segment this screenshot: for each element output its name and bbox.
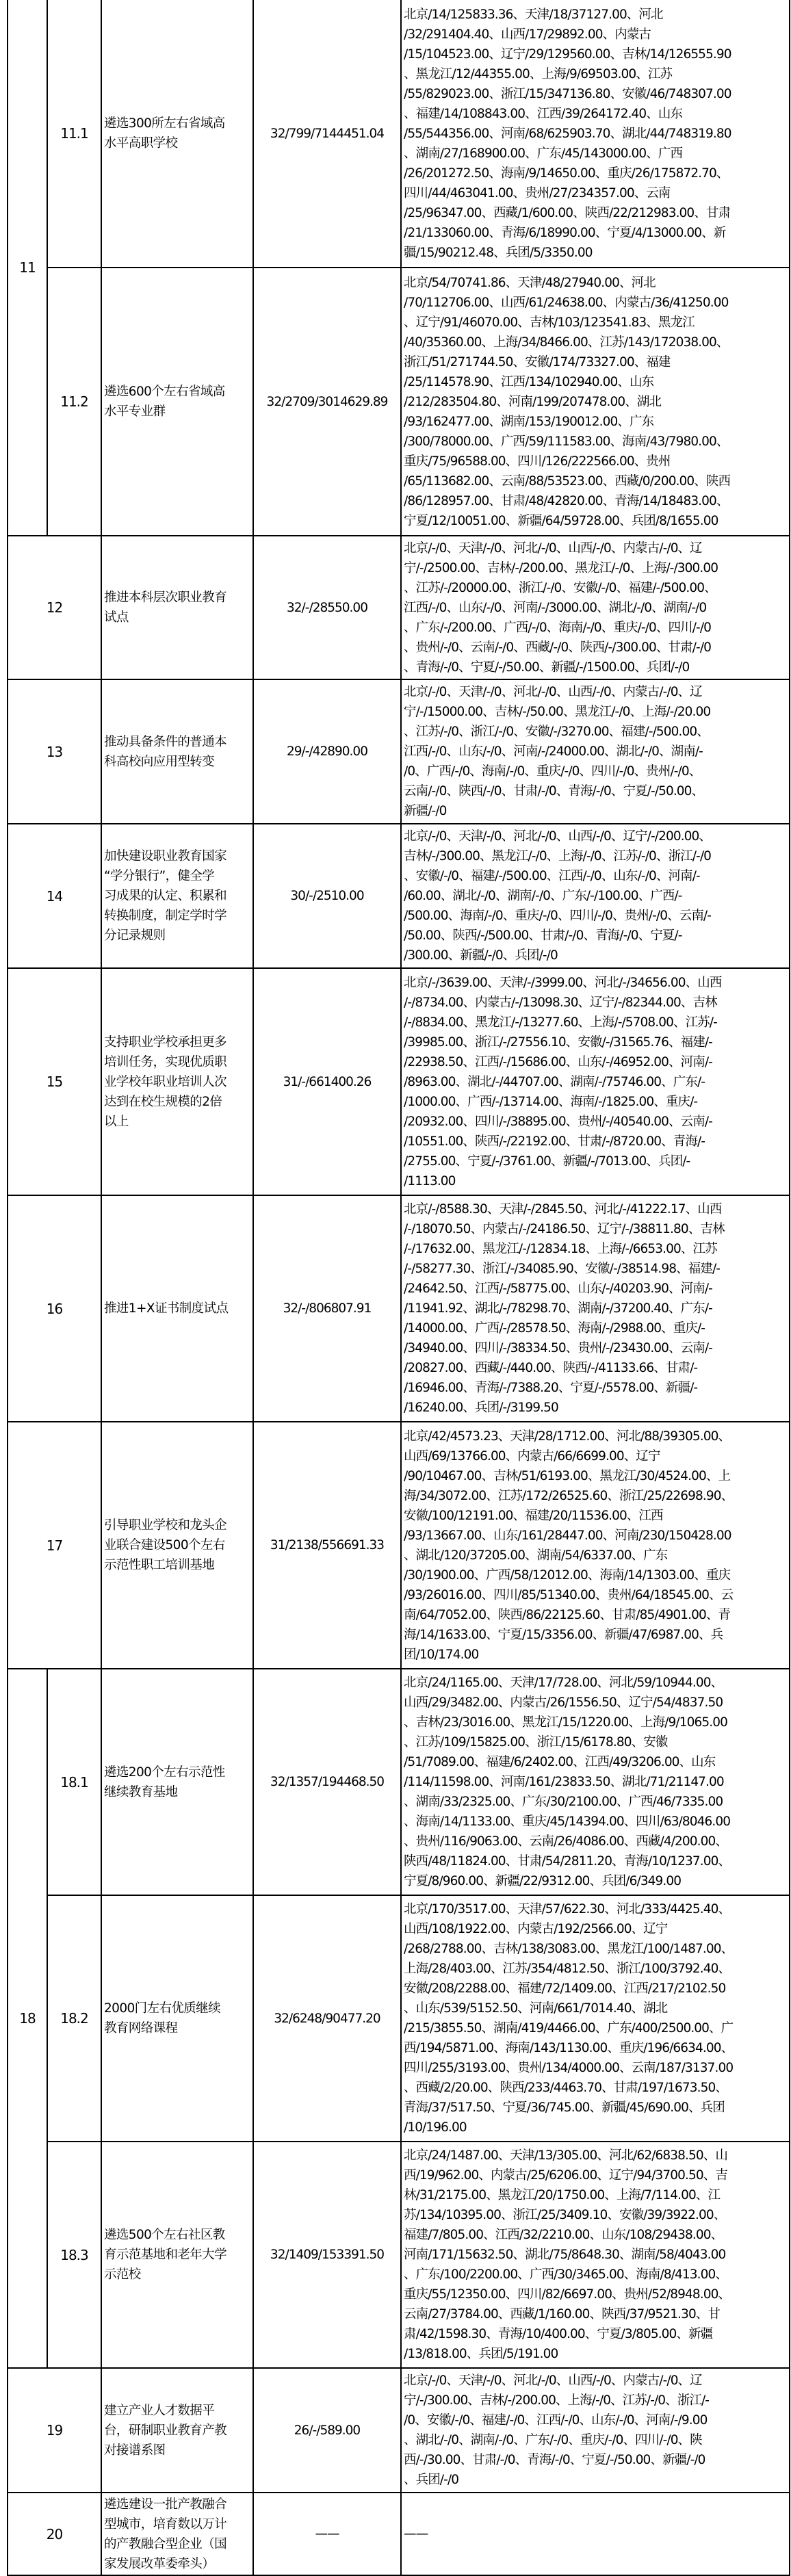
detail-text <box>404 973 721 1191</box>
detail-line: /8963.00、湖北/-/44707.00、湖南/-/75746.00、广东/- <box>404 1074 705 1089</box>
detail-line: /15/104523.00、辽宁/29/129560.00、吉林/14/126555.90 <box>404 47 731 62</box>
task-line: 引导职业学校和龙头企 <box>104 1518 227 1533</box>
detail-line: /-/58277.30、浙江/-/34085.90、安徽/-/38514.98、福建/- <box>404 1262 721 1276</box>
detail-line: /114/11598.00、河南/161/23833.50、湖北/71/21147.00 <box>404 1775 724 1789</box>
detail-line: 北京/42/4573.23、天津/28/1712.00、河北/88/39305.00、 <box>404 1429 731 1444</box>
task-line: 育示范基地和老年大学 <box>104 2248 227 2262</box>
total-value: 32/6248/90477.20 <box>274 2011 380 2026</box>
detail-cell <box>400 679 790 824</box>
detail-text <box>404 1427 733 1665</box>
detail-text <box>404 827 711 965</box>
task-cell <box>101 1195 254 1422</box>
detail-cell <box>400 1668 790 1896</box>
task-line: 型城市，培育数以万计 <box>104 2516 227 2532</box>
detail-cell <box>400 1895 790 2142</box>
detail-line: 宁/-/300.00、吉林/-/200.00、上海/-/0、江苏/-/0、浙江/- <box>404 2393 710 2408</box>
task-text <box>104 2401 226 2460</box>
row-number-cell <box>7 1421 102 1669</box>
detail-line: 、湖南/27/168900.00、广东/45/143000.00、广西 <box>404 146 683 161</box>
detail-line: /10551.00、陕西/-/22192.00、甘肃/-/8720.00、青海/- <box>404 1134 705 1149</box>
detail-cell <box>400 1421 790 1669</box>
detail-text <box>404 1673 730 1891</box>
total-cell <box>252 679 402 824</box>
detail-line: /51/7089.00、福建/6/2402.00、江西/49/3206.00、山东 <box>404 1755 716 1769</box>
detail-line: /50.00、陕西/-/500.00、甘肃/-/0、青海/-/0、宁夏/- <box>404 928 682 943</box>
total-value: 26/-/589.00 <box>294 2423 361 2438</box>
task-text <box>104 732 226 772</box>
detail-line: 北京/54/70741.86、天津/48/27940.00、河北 <box>404 275 656 290</box>
detail-line: /2755.00、宁夏/-/3761.00、新疆/-/7013.00、兵团/- <box>404 1154 690 1169</box>
detail-line: 青海/37/517.50、宁夏/36/745.00、新疆/45/690.00、兵团 <box>404 2100 725 2115</box>
task-cell <box>101 1421 254 1669</box>
detail-line: 、贵州/116/9063.00、云南/26/4086.00、西藏/4/200.00、 <box>404 1834 727 1849</box>
detail-cell <box>400 535 790 680</box>
detail-line: /-/17632.00、黑龙江/-/12834.18、上海/-/6653.00、江苏 <box>404 1242 717 1256</box>
detail-line: 、山东/539/5152.50、河南/661/7014.40、湖北 <box>404 2001 668 2016</box>
detail-line: 重庆/75/96588.00、四川/126/222566.00、贵州 <box>404 454 671 469</box>
detail-line: /10/196.00 <box>404 2120 467 2135</box>
detail-line: /0、安徽/-/0、福建/-/0、江西/-/0、山东/-/0、河南/-/9.00 <box>404 2413 708 2428</box>
detail-line: /-/8834.00、黑龙江/-/13277.60、上海/-/5708.00、江苏/- <box>404 1015 717 1030</box>
task-text <box>104 1999 220 2038</box>
detail-cell <box>400 2492 790 2576</box>
detail-line: 、江苏/-/0、浙江/-/0、安徽/-/3270.00、福建/-/500.00、 <box>404 725 709 739</box>
task-line: 以上 <box>104 1114 129 1129</box>
detail-line: 北京/-/8588.30、天津/-/2845.50、河北/-/41222.17、山西 <box>404 1202 722 1217</box>
row-number: 13 <box>46 743 63 760</box>
sub-number-cell <box>47 2141 102 2369</box>
task-line: 继续教育基地 <box>104 1784 178 1799</box>
detail-line: /34940.00、四川/-/38334.50、贵州/-/23430.00、云南/- <box>404 1341 712 1355</box>
detail-line: 北京/24/1165.00、天津/17/728.00、河北/59/10944.00、 <box>404 1676 723 1690</box>
task-text <box>104 846 226 946</box>
detail-line: 、贵州/-/0、云南/-/0、西藏/-/0、陕西/-/300.00、甘肃/-/0 <box>404 640 712 655</box>
total-value: 31/-/661400.26 <box>283 1074 372 1089</box>
total-value: —— <box>315 2527 339 2541</box>
detail-cell <box>400 967 790 1196</box>
total-cell <box>252 967 402 1196</box>
detail-line: 宁夏/8/960.00、新疆/22/9312.00、兵团/6/349.00 <box>404 1874 682 1888</box>
detail-line: 宁夏/12/10051.00、新疆/64/59728.00、兵团/8/1655.00 <box>404 513 718 528</box>
sub-number-cell <box>47 1668 102 1896</box>
total-value: 32/2709/3014629.89 <box>266 394 388 409</box>
detail-line: 安徽/100/12191.00、福建/20/11536.00、江西 <box>404 1508 663 1523</box>
task-line: 遴选300所左右省域高 <box>104 116 225 131</box>
detail-line: 浙江/51/271744.50、安徽/174/73327.00、福建 <box>404 354 671 369</box>
total-value: 30/-/2510.00 <box>290 889 364 903</box>
detail-line: 西/-/30.00、甘肃/-/0、青海/-/0、宁夏/-/50.00、新疆/-/0 <box>404 2453 705 2467</box>
task-line: “学分银行”，健全学 <box>104 869 215 883</box>
task-cell <box>101 679 254 824</box>
detail-line: /500.00、海南/-/0、重庆/-/0、四川/-/0、贵州/-/0、云南/- <box>404 909 712 923</box>
detail-line: 、广东/100/2200.00、广西/30/3465.00、海南/8/413.00、 <box>404 2267 727 2282</box>
detail-line: /26/201272.50、海南/9/14650.00、重庆/26/175872.70、 <box>404 166 729 181</box>
detail-line: /16946.00、青海/-/7388.20、宁夏/-/5578.00、新疆/- <box>404 1381 698 1395</box>
row-number: 20 <box>46 2525 63 2542</box>
detail-line: /212/283504.80、河南/199/207478.00、湖北 <box>404 394 662 409</box>
total-cell <box>252 535 402 680</box>
detail-line: /21/133060.00、青海/6/18990.00、宁夏/4/13000.00、新 <box>404 225 726 240</box>
detail-line: 山西/29/3482.00、内蒙古/26/1556.50、辽宁/54/4837.50 <box>404 1695 723 1710</box>
detail-line: 北京/14/125833.36、天津/18/37127.00、河北 <box>404 7 663 22</box>
total-value: 32/-/806807.91 <box>283 1301 372 1316</box>
task-text <box>104 1299 228 1318</box>
detail-line: 上海/28/403.00、江苏/354/4812.50、浙江/100/3792.40、 <box>404 1962 731 1976</box>
row-number-cell <box>7 823 102 969</box>
detail-text <box>404 1899 733 2137</box>
row-number: 14 <box>46 887 63 905</box>
total-cell <box>252 2492 402 2576</box>
task-cell <box>101 967 254 1196</box>
detail-cell <box>400 267 790 536</box>
detail-line: 海/34/3072.00、江苏/172/26525.60、浙江/25/22698.90、 <box>404 1488 734 1503</box>
detail-line: 、湖北/-/0、湖南/-/0、广东/-/0、重庆/-/0、四川/-/0、陕 <box>404 2433 702 2447</box>
detail-line: 疆/15/90212.48、兵团/5/3350.00 <box>404 245 593 260</box>
detail-line: /268/2788.00、吉林/138/3083.00、黑龙江/100/1487.00、 <box>404 1942 734 1956</box>
task-cell <box>101 267 254 536</box>
task-line: 支持职业学校承担更多 <box>104 1035 227 1050</box>
detail-line: 、吉林/23/3016.00、黑龙江/15/1220.00、上海/9/1065.00 <box>404 1715 727 1730</box>
total-value: 32/1409/153391.50 <box>270 2248 385 2262</box>
row-number: 16 <box>46 1300 63 1317</box>
detail-line: /215/3855.50、湖南/419/4466.00、广东/400/2500.00、广 <box>404 2021 734 2035</box>
task-line: 习成果的认定、积累和 <box>104 889 227 903</box>
detail-line: 、海南/14/1133.00、重庆/45/14394.00、四川/63/8046.00 <box>404 1814 731 1829</box>
task-line: 业联合建设500个左右 <box>104 1538 225 1552</box>
task-cell <box>101 535 254 680</box>
detail-line: /40/35360.00、上海/34/8466.00、江苏/143/172038.00、 <box>404 335 729 350</box>
sub-number: 18.1 <box>60 1773 88 1791</box>
task-cell <box>101 0 254 268</box>
detail-line: 海/14/1633.00、宁夏/15/3356.00、新疆/47/6987.00、兵 <box>404 1627 723 1642</box>
detail-line: /93/13667.00、山东/161/28447.00、河南/230/150428.00 <box>404 1528 731 1543</box>
task-cell <box>101 2492 254 2576</box>
detail-text <box>404 2146 730 2364</box>
detail-text <box>404 538 718 677</box>
detail-line: /13/818.00、兵团/5/191.00 <box>404 2347 558 2361</box>
total-value: 32/799/7144451.04 <box>270 126 385 141</box>
detail-line: 、湖北/120/37205.00、湖南/54/6337.00、广东 <box>404 1548 668 1563</box>
detail-line: /1113.00 <box>404 1173 456 1188</box>
total-cell <box>252 2141 402 2369</box>
detail-line: 、福建/14/108843.00、江西/39/264172.40、山东 <box>404 106 683 121</box>
detail-line: /1000.00、广西/-/13714.00、海南/-/1825.00、重庆/- <box>404 1094 698 1109</box>
task-line: 遴选200个左右示范性 <box>104 1765 225 1780</box>
detail-line: 四川/44/463041.00、贵州/27/234357.00、云南 <box>404 185 671 200</box>
detail-text <box>404 682 710 821</box>
detail-line: /300.00、新疆/-/0、兵团/-/0 <box>404 948 558 963</box>
total-cell <box>252 1668 402 1896</box>
detail-line: 团/10/174.00 <box>404 1647 479 1662</box>
detail-line: /55/544356.00、河南/68/625903.70、湖北/44/748319.80 <box>404 126 731 141</box>
sub-number: 11.1 <box>60 125 88 142</box>
detail-line: 北京/-/0、天津/-/0、河北/-/0、山西/-/0、内蒙古/-/0、辽 <box>404 2373 702 2388</box>
detail-line: 西/194/5871.00、海南/143/1130.00、重庆/196/6634.00、 <box>404 2041 734 2055</box>
row-number-cell <box>7 967 102 1196</box>
task-line: 示范校 <box>104 2267 141 2282</box>
task-line: 科高校向应用型转变 <box>104 754 215 769</box>
detail-line: /16240.00、兵团/-/3199.50 <box>404 1401 558 1415</box>
detail-line: 、广东/-/200.00、广西/-/0、海南/-/0、重庆/-/0、四川/-/0 <box>404 620 712 635</box>
detail-cell <box>400 823 790 969</box>
detail-line: 新疆/-/0 <box>404 804 447 818</box>
detail-line: /0、广西/-/0、海南/-/0、重庆/-/0、四川/-/0、贵州/-/0、 <box>404 764 701 779</box>
task-text <box>104 2495 226 2574</box>
task-line: 遴选600个左右省域高 <box>104 385 225 399</box>
row-number: 18 <box>19 2010 36 2027</box>
task-line: 推进1+X证书制度试点 <box>104 1301 229 1316</box>
detail-line: 重庆/55/12350.00、四川/82/6697.00、贵州/52/8948.00、 <box>404 2287 731 2302</box>
detail-line: 、江苏/109/15825.00、浙江/15/6178.80、安徽 <box>404 1735 668 1749</box>
detail-line: /20932.00、四川/-/38895.00、贵州/-/40540.00、云南/- <box>404 1114 712 1129</box>
task-line: 的产教融合型企业（国 <box>104 2536 227 2551</box>
detail-line: 、西藏/2/20.00、陕西/233/4463.70、甘肃/197/1673.50、 <box>404 2081 727 2095</box>
detail-line: 林/31/2175.00、黑龙江/20/1750.00、上海/7/114.00、江 <box>404 2188 721 2202</box>
task-text <box>104 1032 226 1132</box>
task-line: 推动具备条件的普通本 <box>104 734 227 749</box>
task-line: 遴选500个左右社区教 <box>104 2228 225 2242</box>
detail-line: /93/26016.00、四川/85/51340.00、贵州/64/18545.00、云 <box>404 1587 734 1602</box>
row-number-cell <box>7 535 102 680</box>
sub-number: 18.3 <box>60 2246 88 2263</box>
sub-number-cell <box>47 1895 102 2142</box>
detail-line: /65/113682.00、云南/88/53523.00、西藏/0/200.00、陕西 <box>404 473 731 489</box>
task-line: 试点 <box>104 610 129 625</box>
sub-number-cell <box>47 267 102 536</box>
detail-line: 宁/-/2500.00、吉林/-/200.00、黑龙江/-/0、上海/-/300.00 <box>404 560 718 575</box>
detail-line: /60.00、湖北/-/0、湖南/-/0、广东/-/100.00、广西/- <box>404 889 682 903</box>
detail-line: 、湖南/33/2325.00、广东/30/2100.00、广西/46/7335.00 <box>404 1795 723 1809</box>
detail-line: 山西/108/1922.00、内蒙古/192/2566.00、辽宁 <box>404 1922 668 1936</box>
task-line: 培训任务，实现优质职 <box>104 1054 227 1069</box>
detail-line: /30/1900.00、广西/58/12012.00、海南/14/1303.00、重庆 <box>404 1567 731 1583</box>
row-number-cell <box>7 1668 48 2369</box>
task-line: 水平高职学校 <box>104 136 178 151</box>
task-line: 示范性职工培训基地 <box>104 1558 215 1572</box>
detail-line: 西/19/962.00、内蒙古/25/6206.00、辽宁/94/3700.50、吉 <box>404 2168 727 2183</box>
task-line: 达到在校生规模的2倍 <box>104 1094 222 1109</box>
task-line: 转换制度，制定学时学 <box>104 909 227 923</box>
row-number-cell <box>7 2492 102 2576</box>
task-line: 遴选建设一批产教融合 <box>104 2497 227 2512</box>
detail-line: 、黑龙江/12/44355.00、上海/9/69503.00、江苏 <box>404 66 673 81</box>
detail-line: /25/96347.00、西藏/1/600.00、陕西/22/212983.00、甘肃 <box>404 205 731 220</box>
detail-line: 宁/-/15000.00、吉林/-/50.00、黑龙江/-/0、上海/-/20.00 <box>404 705 711 719</box>
detail-line: /22938.50、江西/-/15686.00、山东/-/46952.00、河南/- <box>404 1054 712 1069</box>
detail-line: 安徽/208/2288.00、福建/72/1409.00、江西/217/2102.50 <box>404 1981 726 1996</box>
detail-line: /55/829023.00、浙江/15/347136.80、安徽/46/748307.00 <box>404 86 731 101</box>
detail-line: 北京/-/3639.00、天津/-/3999.00、河北/-/34656.00、山西 <box>404 975 722 990</box>
detail-line: 北京/-/0、天津/-/0、河北/-/0、山西/-/0、内蒙古/-/0、辽 <box>404 685 702 699</box>
detail-line: /39985.00、浙江/-/27556.10、安徽/-/31565.76、福建/- <box>404 1035 712 1050</box>
detail-line: 、安徽/-/0、福建/-/500.00、江西/-/0、山东/-/0、河南/- <box>404 869 700 883</box>
task-line: 教育网络课程 <box>104 2021 178 2035</box>
row-number: 11 <box>19 259 36 276</box>
detail-line: /11941.92、湖北/-/78298.70、湖南/-/37200.40、广东/- <box>404 1301 712 1316</box>
detail-line: 、江苏/-/20000.00、浙江/-/0、安徽/-/0、福建/-/500.00、 <box>404 580 716 595</box>
task-line: 对接谱系图 <box>104 2443 166 2458</box>
task-text <box>104 2225 226 2285</box>
detail-line: 、青海/-/0、宁夏/-/50.00、新疆/-/1500.00、兵团/-/0 <box>404 660 690 675</box>
task-text <box>104 382 225 421</box>
row-number: 15 <box>46 1074 63 1090</box>
detail-line: /86/128957.00、甘肃/48/42820.00、青海/14/18483.00、 <box>404 493 729 508</box>
detail-cell <box>400 0 790 268</box>
task-line: 加快建设职业教育国家 <box>104 849 227 863</box>
total-cell <box>252 267 402 536</box>
detail-line: /300/78000.00、广西/59/111583.00、海南/43/7980.00、 <box>404 434 729 449</box>
row-number-cell <box>7 679 102 824</box>
detail-line: 福建/7/805.00、江西/32/2210.00、山东/108/29438.00、 <box>404 2228 723 2242</box>
detail-text <box>404 5 731 263</box>
detail-cell <box>400 2141 790 2369</box>
task-line: 业学校年职业培训人次 <box>104 1074 227 1089</box>
task-line: 推进本科层次职业教育 <box>104 590 227 605</box>
detail-line: 北京/-/0、天津/-/0、河北/-/0、山西/-/0、内蒙古/-/0、辽 <box>404 541 702 556</box>
detail-line: /14000.00、广西/-/28578.50、海南/-/2988.00、重庆/- <box>404 1321 705 1336</box>
total-cell <box>252 823 402 969</box>
detail-line: 河南/171/15632.50、湖北/75/8648.30、湖南/58/4043.00 <box>404 2248 726 2262</box>
detail-line: /-/18070.50、内蒙古/-/24186.50、辽宁/-/38811.80、吉林 <box>404 1222 725 1236</box>
detail-line: /90/10467.00、吉林/51/6193.00、黑龙江/30/4524.00、上 <box>404 1468 731 1483</box>
detail-line: /24642.50、江西/-/58775.00、山东/-/40203.90、河南/- <box>404 1282 712 1296</box>
total-cell <box>252 1421 402 1669</box>
detail-text <box>404 1199 725 1418</box>
total-value: 29/-/42890.00 <box>287 744 367 759</box>
detail-line: 陕西/48/11824.00、甘肃/54/2811.20、青海/10/1237.00、 <box>404 1854 731 1869</box>
total-cell <box>252 1895 402 2142</box>
row-number-cell <box>7 2367 102 2493</box>
detail-line: 云南/27/3784.00、西藏/1/160.00、陕西/37/9521.30、甘 <box>404 2307 721 2321</box>
detail-line: /-/8734.00、内蒙古/-/13098.30、辽宁/-/82344.00、吉林 <box>404 995 717 1010</box>
total-value: 32/1357/194468.50 <box>270 1775 385 1789</box>
sub-number-cell <box>47 0 102 268</box>
detail-line: /20827.00、西藏/-/440.00、陕西/-/41133.66、甘肃/- <box>404 1361 698 1375</box>
detail-line: 肃/42/1598.30、青海/10/400.00、宁夏/3/805.00、新疆 <box>404 2327 713 2341</box>
task-cell <box>101 2141 254 2369</box>
row-number: 12 <box>46 599 63 616</box>
sub-number: 18.2 <box>60 2010 88 2027</box>
detail-line: 北京/170/3517.00、天津/57/622.30、河北/333/4425.40、 <box>404 1902 731 1916</box>
detail-line: 、辽宁/91/46070.00、吉林/103/123541.83、黑龙江 <box>404 315 695 330</box>
total-cell <box>252 0 402 268</box>
task-text <box>104 1515 226 1575</box>
task-cell <box>101 1668 254 1896</box>
task-line: 建立产业人才数据平 <box>104 2403 215 2418</box>
detail-line: 四川/255/3193.00、贵州/134/4000.00、云南/187/3137.00 <box>404 2061 734 2075</box>
detail-text <box>404 2371 709 2490</box>
total-value: 32/-/28550.00 <box>287 600 367 615</box>
detail-line: 、兵团/-/0 <box>404 2473 459 2487</box>
detail-line: 云南/-/0、陕西/-/0、甘肃/-/0、青海/-/0、宁夏/-/50.00、 <box>404 784 704 798</box>
detail-cell <box>400 2367 790 2493</box>
detail-line: 苏/134/10395.00、浙江/25/3409.10、安徽/39/3922.00、 <box>404 2208 726 2222</box>
row-number: 17 <box>46 1537 63 1554</box>
total-cell <box>252 2367 402 2493</box>
task-text <box>104 588 226 627</box>
total-value: 31/2138/556691.33 <box>270 1538 385 1552</box>
row-number-cell <box>7 0 48 536</box>
detail-line: 江西/-/0、山东/-/0、河南/-/24000.00、湖北/-/0、湖南/- <box>404 744 703 759</box>
detail-line: 北京/-/0、天津/-/0、河北/-/0、山西/-/0、辽宁/-/200.00、 <box>404 829 712 844</box>
sub-number: 11.2 <box>60 393 88 410</box>
detail-cell <box>400 1195 790 1422</box>
task-line: 2000门左右优质继续 <box>104 2001 220 2016</box>
task-text <box>104 114 225 153</box>
task-cell <box>101 1895 254 2142</box>
detail-line: /32/291404.40、山西/17/29892.00、内蒙古 <box>404 27 651 42</box>
task-cell <box>101 2367 254 2493</box>
task-text <box>104 1762 225 1802</box>
total-cell <box>252 1195 402 1422</box>
detail-line: 北京/24/1487.00、天津/13/305.00、河北/62/6838.50、山 <box>404 2148 727 2163</box>
row-number: 19 <box>46 2422 63 2438</box>
task-cell <box>101 823 254 969</box>
detail-text <box>404 2524 428 2544</box>
detail-text <box>404 273 730 531</box>
detail-line: 山西/69/13766.00、内蒙古/66/6699.00、辽宁 <box>404 1448 660 1463</box>
detail-line: /70/112706.00、山西/61/24638.00、内蒙古/36/41250.00 <box>404 295 729 310</box>
task-line: 家发展改革委牵头） <box>104 2556 215 2571</box>
detail-line: 江西/-/0、山东/-/0、河南/-/3000.00、湖北/-/0、湖南/-/0 <box>404 600 707 615</box>
detail-line: —— <box>404 2527 428 2541</box>
detail-line: 吉林/-/300.00、黑龙江/-/0、上海/-/0、江苏/-/0、浙江/-/0 <box>404 849 712 863</box>
task-line: 水平专业群 <box>104 404 166 419</box>
detail-line: /93/162477.00、湖南/153/190012.00、广东 <box>404 414 654 429</box>
task-line: 分记录规则 <box>104 928 166 943</box>
task-line: 台，研制职业教育产教 <box>104 2423 227 2438</box>
detail-line: /25/114578.90、江西/134/102940.00、山东 <box>404 374 654 389</box>
row-number-cell <box>7 1195 102 1422</box>
detail-line: 南/64/7052.00、陕西/86/22125.60、甘肃/85/4901.00、青 <box>404 1607 731 1622</box>
